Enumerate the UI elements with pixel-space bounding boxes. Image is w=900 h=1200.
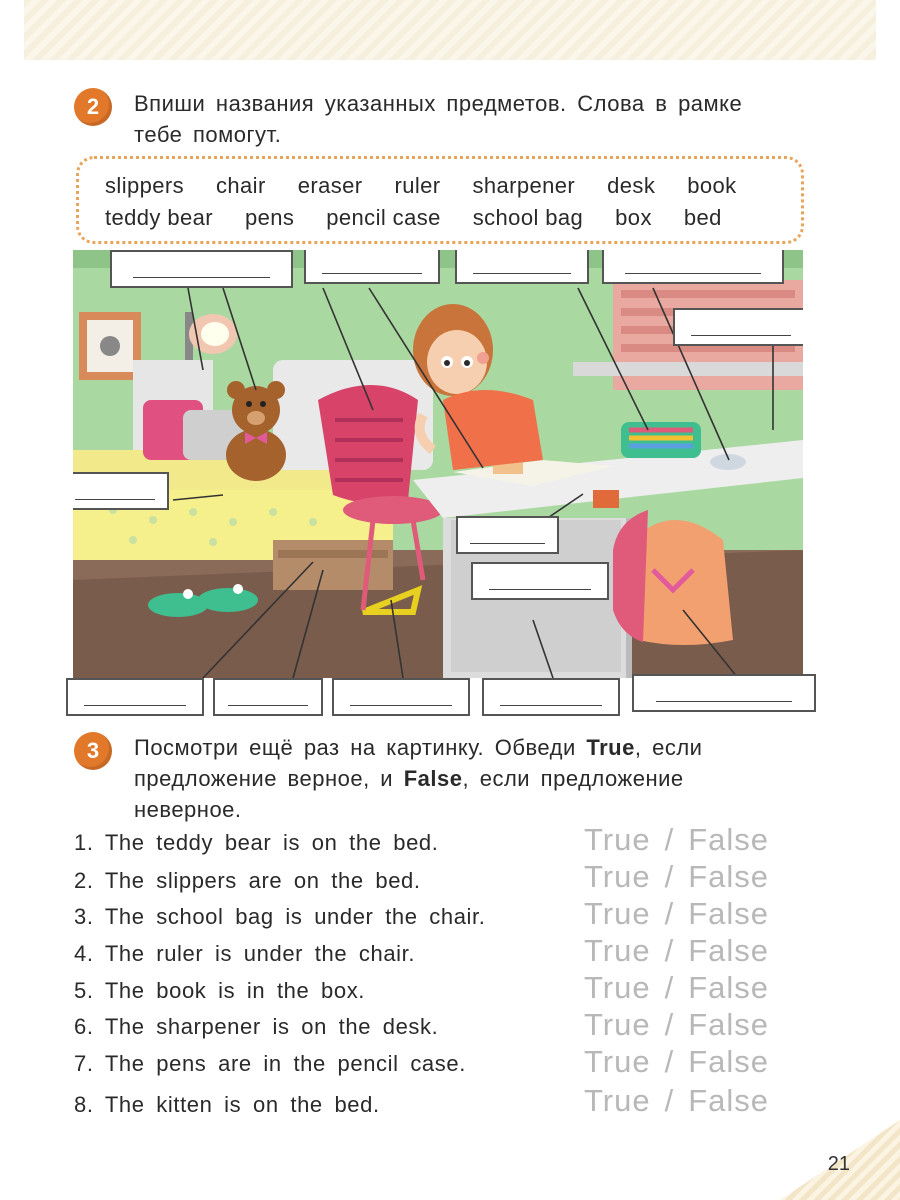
statement: 6. The sharpener is on the desk.: [74, 1014, 439, 1039]
option-true[interactable]: True: [584, 859, 651, 894]
option-false[interactable]: False: [688, 933, 770, 968]
instruction-text: , если предложение: [462, 766, 684, 791]
statement: 1. The teddy bear is on the bed.: [74, 830, 439, 855]
page-header-band: [24, 0, 876, 60]
word-bank-item: slippers: [105, 173, 185, 198]
word-bank-box: [76, 156, 804, 244]
word-bank-item: pencil case: [326, 205, 441, 230]
label-box-blank[interactable]: [482, 678, 620, 716]
option-true[interactable]: True: [584, 822, 651, 857]
option-false[interactable]: False: [688, 896, 770, 931]
label-box-blank[interactable]: [66, 678, 204, 716]
option-false[interactable]: False: [688, 822, 770, 857]
keyword-true: True: [586, 735, 635, 760]
label-box-blank[interactable]: [455, 250, 589, 284]
option-false[interactable]: False: [688, 859, 770, 894]
statement: 8. The kitten is on the bed.: [74, 1092, 380, 1117]
label-box-blank[interactable]: [332, 678, 470, 716]
keyword-false: False: [403, 766, 463, 791]
separator: /: [664, 896, 675, 931]
separator: /: [664, 859, 675, 894]
word-bank-item: chair: [216, 173, 266, 198]
true-false-choice[interactable]: [584, 896, 769, 932]
instruction-line: тебе помогут.: [134, 122, 282, 147]
option-true[interactable]: True: [584, 970, 651, 1005]
word-bank-item: ruler: [394, 173, 441, 198]
statement: 7. The pens are in the pencil case.: [74, 1051, 466, 1076]
option-true[interactable]: True: [584, 1083, 651, 1118]
statement: 3. The school bag is under the chair.: [74, 904, 486, 929]
task-number: 2: [86, 94, 100, 119]
statement: 4. The ruler is under the chair.: [74, 941, 416, 966]
word-bank-item: book: [687, 173, 737, 198]
option-true[interactable]: True: [584, 933, 651, 968]
true-false-choice[interactable]: [584, 1083, 769, 1119]
statement: 5. The book is in the box.: [74, 978, 366, 1003]
word-bank-item: bed: [683, 205, 722, 230]
label-box-blank[interactable]: [213, 678, 323, 716]
separator: /: [664, 933, 675, 968]
true-false-choice[interactable]: [584, 933, 769, 969]
option-false[interactable]: False: [688, 1083, 770, 1118]
task-3-instruction: [134, 732, 702, 825]
option-true[interactable]: True: [584, 1007, 651, 1042]
separator: /: [664, 822, 675, 857]
word-bank-row-2: [105, 205, 754, 231]
separator: /: [664, 970, 675, 1005]
label-box-blank[interactable]: [632, 674, 816, 712]
task-number: 3: [86, 738, 100, 763]
option-true[interactable]: True: [584, 1044, 651, 1079]
true-false-choice[interactable]: [584, 822, 769, 858]
task-2-badge: [74, 88, 112, 126]
instruction-line: [134, 732, 702, 763]
label-box-blank[interactable]: [602, 250, 784, 284]
task-3-badge: [74, 732, 112, 770]
statement: 2. The slippers are on the bed.: [74, 868, 421, 893]
true-false-choice[interactable]: [584, 1044, 769, 1080]
option-true[interactable]: True: [584, 896, 651, 931]
true-false-choice[interactable]: [584, 970, 769, 1006]
separator: /: [664, 1044, 675, 1079]
true-false-choice[interactable]: [584, 859, 769, 895]
instruction-text: , если: [634, 735, 703, 760]
label-box-blank[interactable]: [73, 472, 169, 510]
instruction-line: [134, 763, 702, 794]
word-bank-item: school bag: [472, 205, 584, 230]
instruction-text: Посмотри ещё раз на картинку. Обведи: [134, 735, 587, 760]
label-box-blank[interactable]: [673, 308, 803, 346]
separator: /: [664, 1007, 675, 1042]
bedroom-illustration: [73, 250, 803, 678]
label-box-blank[interactable]: [456, 516, 559, 554]
word-bank-item: eraser: [297, 173, 363, 198]
label-box-blank[interactable]: [110, 250, 293, 288]
word-bank-item: desk: [607, 173, 656, 198]
word-bank-item: sharpener: [472, 173, 576, 198]
label-box-blank[interactable]: [471, 562, 609, 600]
option-false[interactable]: False: [688, 1007, 770, 1042]
word-bank-row-1: [105, 173, 769, 199]
option-false[interactable]: False: [688, 970, 770, 1005]
task-2-instruction: [134, 88, 742, 150]
separator: /: [664, 1083, 675, 1118]
true-false-choice[interactable]: [584, 1007, 769, 1043]
word-bank-item: teddy bear: [105, 205, 213, 230]
option-false[interactable]: False: [688, 1044, 770, 1079]
page-number: 21: [827, 1153, 850, 1175]
instruction-line: Впиши названия указанных предметов. Слова в рамке: [134, 91, 743, 116]
word-bank-item: box: [615, 205, 652, 230]
word-bank-item: pens: [244, 205, 295, 230]
label-box-blank[interactable]: [304, 250, 440, 284]
instruction-text: предложение верное, и: [134, 766, 404, 791]
instruction-line: неверное.: [134, 797, 242, 822]
